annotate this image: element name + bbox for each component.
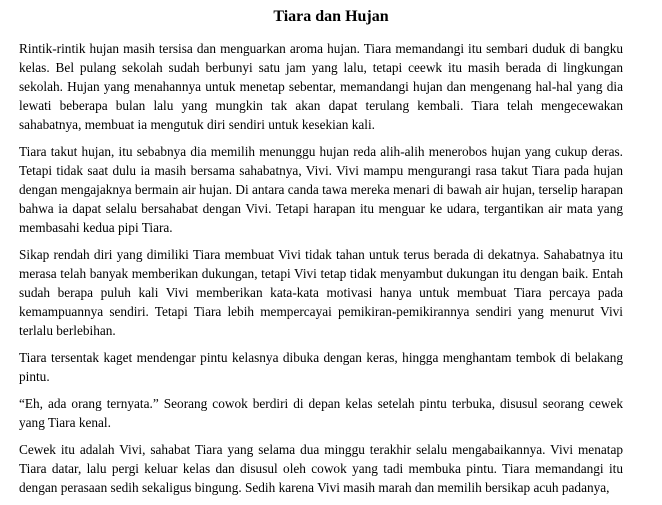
paragraph: Tiara takut hujan, itu sebabnya dia memilih menunggu hujan reda alih-alih menerobos hujan yang cukup deras. Tetapi tidak saat dulu ia masih bersama sahabatnya, Vivi. Vivi mampu mengurangi rasa takut Tiara pada hujan dengan mengajaknya bermain air hujan. Di antara canda tawa mereka menari di bawah air hujan, terselip harapan bahwa ia dapat selalu bersahabat dengan Vivi. Tetapi harapan itu menguar ke udara, tergantikan air mata yang membasahi kedua pipi Tiara. [19,144,623,235]
paragraph: Rintik-rintik hujan masih tersisa dan menguarkan aroma hujan. Tiara memandangi itu sembari duduk di bangku kelas. Bel pulang sekolah sudah berbunyi satu jam yang lalu, tetapi ceewk itu masih berada di lingkungan sekolah. Hujan yang menahannya untuk menetap sebentar, memandangi hujan dan mengenang hal-hal yang dia lewati beberapa bulan lalu yang mungkin tak akan dapat terulang kembali. Tiara telah mengecewakan sahabatnya, membuat ia mengutuk diri sendiri untuk kesekian kali. [19,41,623,132]
paragraph: Cewek itu adalah Vivi, sahabat Tiara yang selama dua minggu terakhir selalu mengabaikannya. Vivi menatap Tiara datar, lalu pergi keluar kelas dan disusul oleh cowok yang tadi membuka pintu. Tiara memandangi itu dengan perasaan sedih sekaligus bingung. Sedih karena Vivi masih marah dan memilih bersikap acuh padanya, [19,442,623,495]
paragraph: “Eh, ada orang ternyata.” Seorang cowok berdiri di depan kelas setelah pintu terbuka, disusul seorang cewek yang Tiara kenal. [19,396,623,430]
document-title: Tiara dan Hujan [273,8,389,25]
paragraph: Sikap rendah diri yang dimiliki Tiara membuat Vivi tidak tahan untuk terus berada di dekatnya. Sahabatnya itu merasa telah banyak memberikan dukungan, tetapi Vivi tetap tidak menyambut dukungan itu dengan baik. Entah sudah berapa puluh kali Vivi memberikan kata-kata motivasi hanya untuk membuat Tiara percaya pada kemampuannya sendiri. Tetapi Tiara lebih mempercayai pemikiran-pemikirannya sendiri yang menurut Vivi terlalu berlebihan. [19,247,623,338]
paragraph: Tiara tersentak kaget mendengar pintu kelasnya dibuka dengan keras, hingga menghantam tembok di belakang pintu. [19,350,623,384]
document-body [19,39,623,505]
